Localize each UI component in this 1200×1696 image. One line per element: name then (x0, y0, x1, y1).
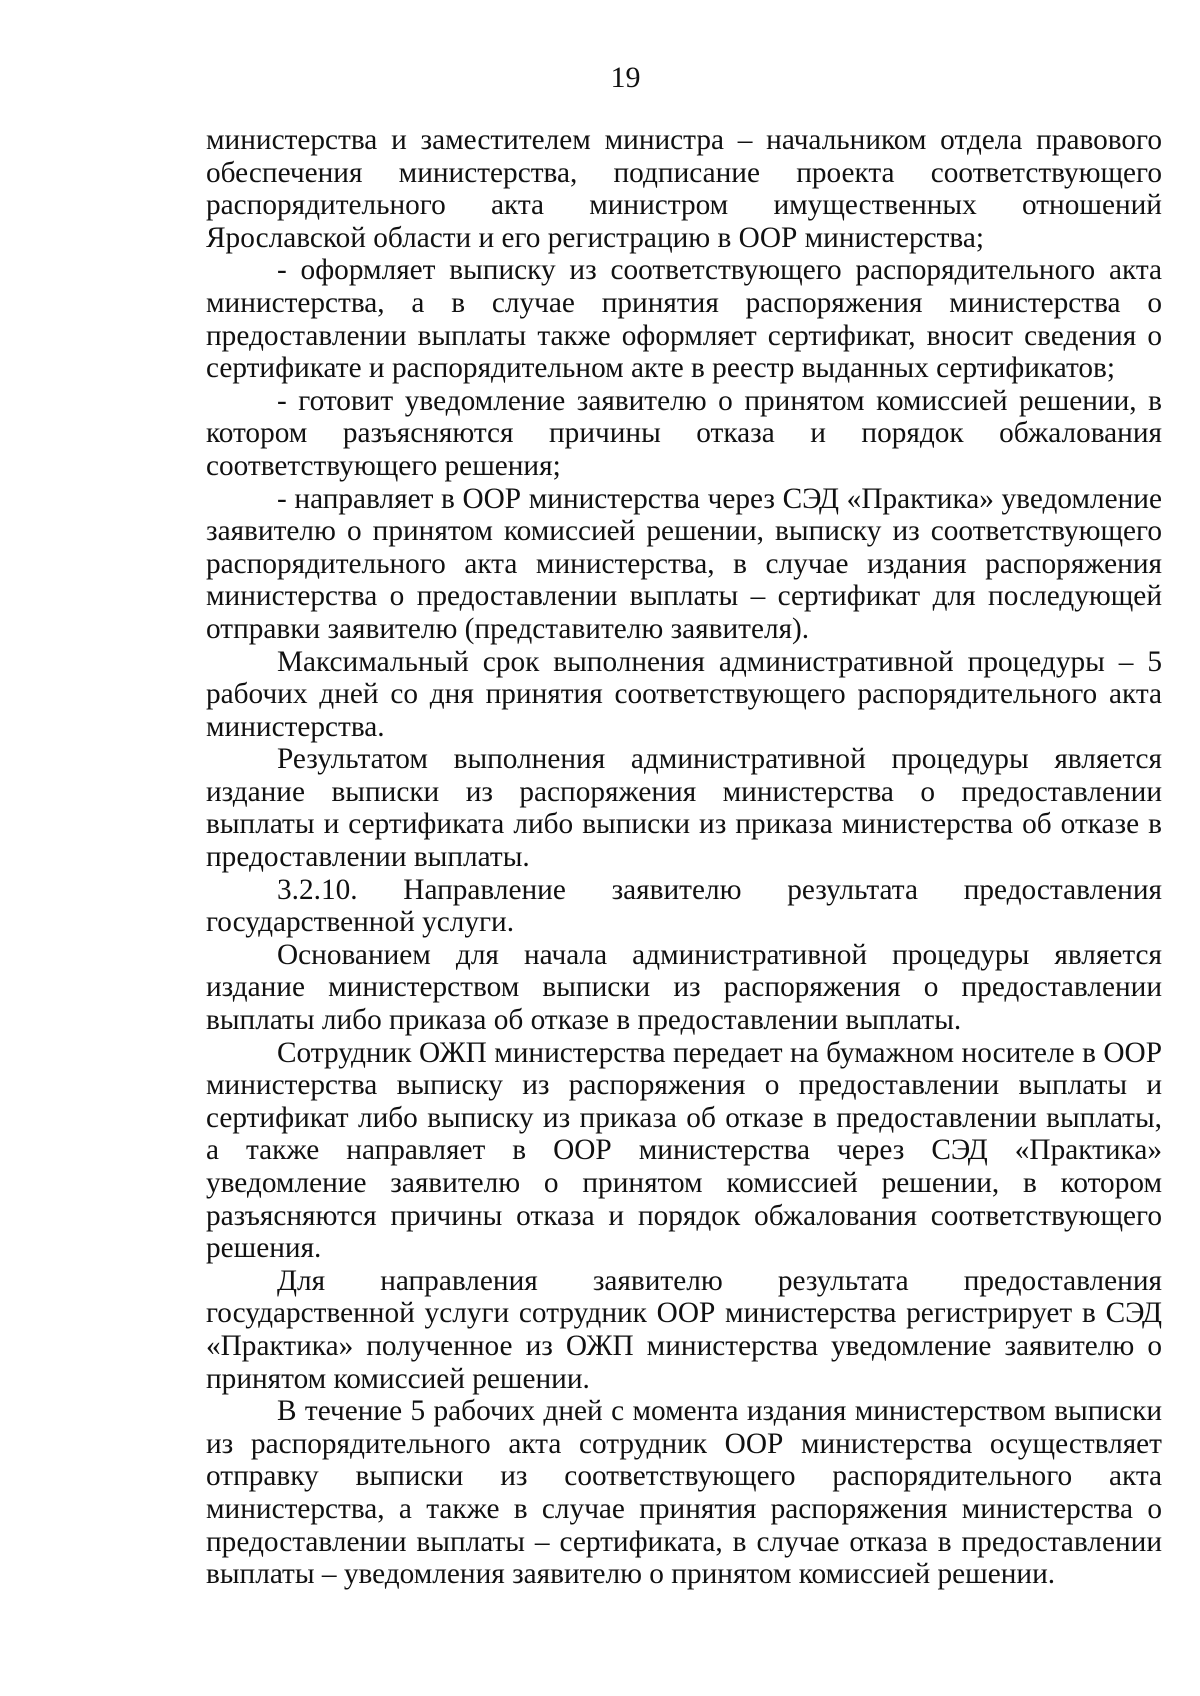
paragraph-9: Сотрудник ОЖП министерства передает на бумажном носителе в ООР министерства выписку из распоряжения о предоставлении выплаты и сертификат либо выписку из приказа об отказе в предоставлении выплаты, а также направляет в ООР министерства через СЭД «Практика» уведомление заявителю о принятом комиссией решении, в котором разъясняются причины отказа и порядок обжалования соответствующего решения. (206, 1036, 1162, 1265)
paragraph-3: - готовит уведомление заявителю о принятом комиссией решении, в котором разъясняются причины отказа и порядок обжалования соответствующего решения; (206, 384, 1162, 482)
section-heading-3-2-10: 3.2.10. Направление заявителю результата предоставления государственной услуги. (206, 873, 1162, 939)
paragraph-8: Основанием для начала административной процедуры является издание министерством выписки из распоряжения о предоставлении выплаты либо приказа об отказе в предоставлении выплаты. (206, 938, 1162, 1037)
paragraph-6: Результатом выполнения административной процедуры является издание выписки из распоряжения министерства о предоставлении выплаты и сертификата либо выписки из приказа министерства об отказе в предоставлении выплаты. (206, 743, 1162, 874)
paragraph-10: Для направления заявителю результата предоставления государственной услуги сотрудник ООР министерства регистрирует в СЭД «Практика» полученное из ОЖП министерства уведомление заявителю о принятом комиссией решении. (206, 1264, 1162, 1395)
document-body (206, 124, 1162, 1591)
paragraph-4: - направляет в ООР министерства через СЭД «Практика» уведомление заявителю о принятом комиссией решении, выписку из соответствующего распорядительного акта министерства, в случае издания распоряжения министерства о предоставлении выплаты – сертификат для последующей отправки заявителю (представителю заявителя). (206, 482, 1162, 645)
paragraph-11: В течение 5 рабочих дней с момента издания министерством выписки из распорядительного акта сотрудник ООР министерства осуществляет отправку выписки из соответствующего распорядительного акта министерства, а также в случае принятия распоряжения министерства о предоставлении выплаты – сертификата, в случае отказа в предоставлении выплаты – уведомления заявителю о принятом комиссией решении. (206, 1395, 1162, 1591)
paragraph-5: Максимальный срок выполнения административной процедуры – 5 рабочих дней со дня принятия соответствующего распорядительного акта министерства. (206, 645, 1162, 743)
paragraph-1: министерства и заместителем министра – начальником отдела правового обеспечения министерства, подписание проекта соответствующего распорядительного акта министром имущественных отношений Ярославской области и его регистрацию в ООР министерства; (206, 124, 1162, 254)
paragraph-2: - оформляет выписку из соответствующего распорядительного акта министерства, а в случае принятия распоряжения министерства о предоставлении выплаты также оформляет сертификат, вносит сведения о сертификате и распорядительном акте в реестр выданных сертификатов; (206, 254, 1162, 385)
page-number: 19 (610, 61, 641, 94)
